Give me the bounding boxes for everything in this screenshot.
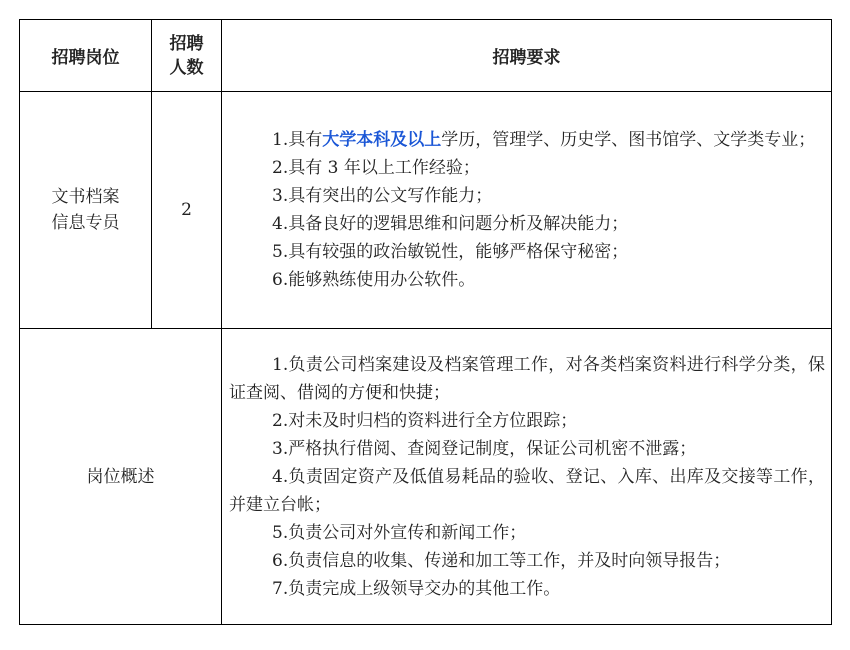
requirement-item (229, 126, 825, 154)
duty-item: 7.负责完成上级领导交办的其他工作。 (272, 578, 561, 599)
header-position: 招聘岗位 (20, 20, 152, 92)
requirement-text: 4.具备良好的逻辑思维和问题分析及解决能力； (272, 214, 629, 234)
duties-list (229, 351, 825, 603)
duty-item: 6.负责信息的收集、传递和加工等工作，并及时向领导报告； (272, 550, 731, 571)
header-count-line2: 人数 (169, 57, 204, 78)
duty-item: 1.负责公司档案建设及档案管理工作，对各类档案资料进行科学分类，保证查阅、借阅的方便和快捷； (229, 354, 825, 403)
job-row (20, 92, 832, 329)
job-title-line2: 信息专员 (51, 213, 120, 233)
requirement-text-rest: 学历，管理学、历史学、图书馆学、文学类专业； (441, 130, 816, 150)
duty-item: 4.负责固定资产及低值易耗品的验收、登记、入库、出库及交接等工作，并建立台帐； (229, 466, 825, 515)
duty-item: 2.对未及时归档的资料进行全方位跟踪； (272, 410, 578, 431)
requirement-item (229, 266, 825, 294)
requirement-text: 5.具有较强的政治敏锐性，能够严格保守秘密； (272, 242, 629, 262)
duties-cell (222, 329, 832, 625)
job-title-cell (20, 92, 152, 329)
header-requirements: 招聘要求 (222, 20, 832, 92)
requirement-item (229, 238, 825, 266)
requirements-cell (222, 92, 832, 329)
requirement-item (229, 182, 825, 210)
requirement-text: 6.能够熟练使用办公软件。 (272, 270, 476, 290)
requirements-list (229, 126, 825, 294)
job-title-line1: 文书档案 (51, 187, 120, 207)
requirement-text: 1.具有 (272, 130, 323, 150)
requirement-highlight: 大学本科及以上 (322, 130, 442, 150)
headcount-cell: 2 (152, 92, 222, 329)
requirement-item (229, 154, 825, 182)
duty-item: 5.负责公司对外宣传和新闻工作； (272, 522, 527, 543)
requirement-item (229, 210, 825, 238)
duty-item: 3.严格执行借阅、查阅登记制度，保证公司机密不泄露； (272, 438, 697, 459)
header-count-line1: 招聘 (169, 33, 204, 54)
header-row (20, 20, 832, 92)
requirement-text: 3.具有突出的公文写作能力； (272, 186, 493, 206)
overview-row (20, 329, 832, 625)
requirement-text: 2.具有 3 年以上工作经验； (272, 158, 480, 178)
overview-label: 岗位概述 (20, 329, 222, 625)
recruitment-table (19, 19, 832, 625)
header-count (152, 20, 222, 92)
